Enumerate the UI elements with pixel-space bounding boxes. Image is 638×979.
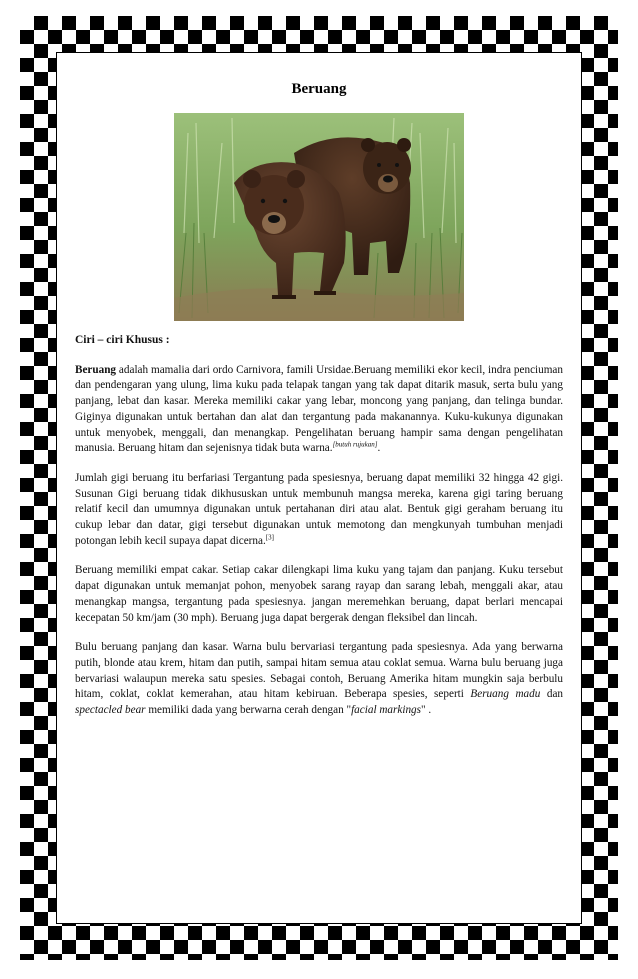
reference-3: [3]	[265, 533, 274, 541]
paragraph-3	[75, 563, 563, 626]
document-page	[56, 52, 582, 924]
bear-photo	[174, 113, 464, 321]
paragraph-2	[75, 471, 563, 550]
section-heading: Ciri – ciri Khusus :	[75, 334, 170, 346]
term-beruang-madu: Beruang madu	[470, 688, 541, 701]
citation-needed-note: [butuh rujukan]	[332, 440, 378, 449]
term-facial-markings: facial markings	[351, 704, 421, 717]
paragraph-4-text-a: Bulu beruang panjang dan kasar. Warna bulu bervariasi tergantung pada spesiesnya. Ada yang berwarna putih, blonde atau krem, hitam dan putih, sampai hitam semua atau coklat semua. Warna bulu beruang juga bervariasi walaupun mereka satu spesies. Sebagai contoh, Beruang Amerika hitam mungkin saja berbulu hitam, coklat, coklat kemerahan, atau hitam kebiruan. Beberapa spesies, seperti	[75, 641, 563, 701]
paragraph-4-text-c: memiliki dada yang berwarna cerah dengan "	[145, 704, 352, 717]
term-spectacled-bear: spectacled bear	[75, 704, 146, 717]
bear-illustration	[174, 113, 464, 321]
term-beruang: Beruang	[75, 363, 117, 376]
paragraph-4-text-b: dan	[540, 688, 564, 701]
paragraph-1	[75, 363, 563, 457]
page-title: Beruang	[291, 81, 347, 97]
paragraph-4	[75, 640, 563, 719]
article-content	[75, 333, 563, 733]
paragraph-1-text: adalah mamalia dari ordo Carnivora, famili Ursidae.Beruang memiliki ekor kecil, indra penciuman dan pendengaran yang ulung, lima kuku pada telapak tangan yang tak dapat ditarik masuk, serta bulu yang panjang, lebat dan kasar. Mereka memiliki cakar yang lebar, moncong yang panjang, dan telinga bundar. Giginya digunakan untuk bertahan dan alat dan tergantung pada makanannya. Kuku-kukunya digunakan untuk menyobek, menggali, dan menangkap. Pengelihatan beruang hampir sama dengan pengelihatan manusia. Beruang hitam dan sejenisnya tidak buta warna.	[75, 363, 563, 455]
paragraph-2-text: Jumlah gigi beruang itu berfariasi Tergantung pada spesiesnya, beruang dapat memiliki 32 hingga 42 gigi. Susunan Gigi beruang tidak dikhususkan untuk membunuh mangsa mereka, karena gigi taring beruang relatif kecil dan umumnya digunakan untuk pertahanan diri atau alat. Bentuk gigi geraham beruang itu cukup lebar dan datar, gigi tersebut digunakan untuk memotong dan mengkunyah tumbuhan menjadi potongan lebih kecil supaya dapat dicerna.	[75, 471, 563, 547]
paragraph-3-text: Beruang memiliki empat cakar. Setiap cakar dilengkapi lima kuku yang tajam dan panjang. Kuku tersebut dapat digunakan untuk memanjat pohon, menyobek sarang rayap dan sarang lebah, menggali akar, atau menangkap mangsa, tergantung pada spesiesnya. jangan meremehkan beruang, dapat berlari mencapai kecepatan 50 km/jam (30 mph). Beruang juga dapat bergerak dengan fleksibel dan lincah.	[75, 564, 563, 624]
paragraph-4-text-d: " .	[421, 704, 432, 717]
paragraph-1-end: .	[377, 442, 381, 455]
